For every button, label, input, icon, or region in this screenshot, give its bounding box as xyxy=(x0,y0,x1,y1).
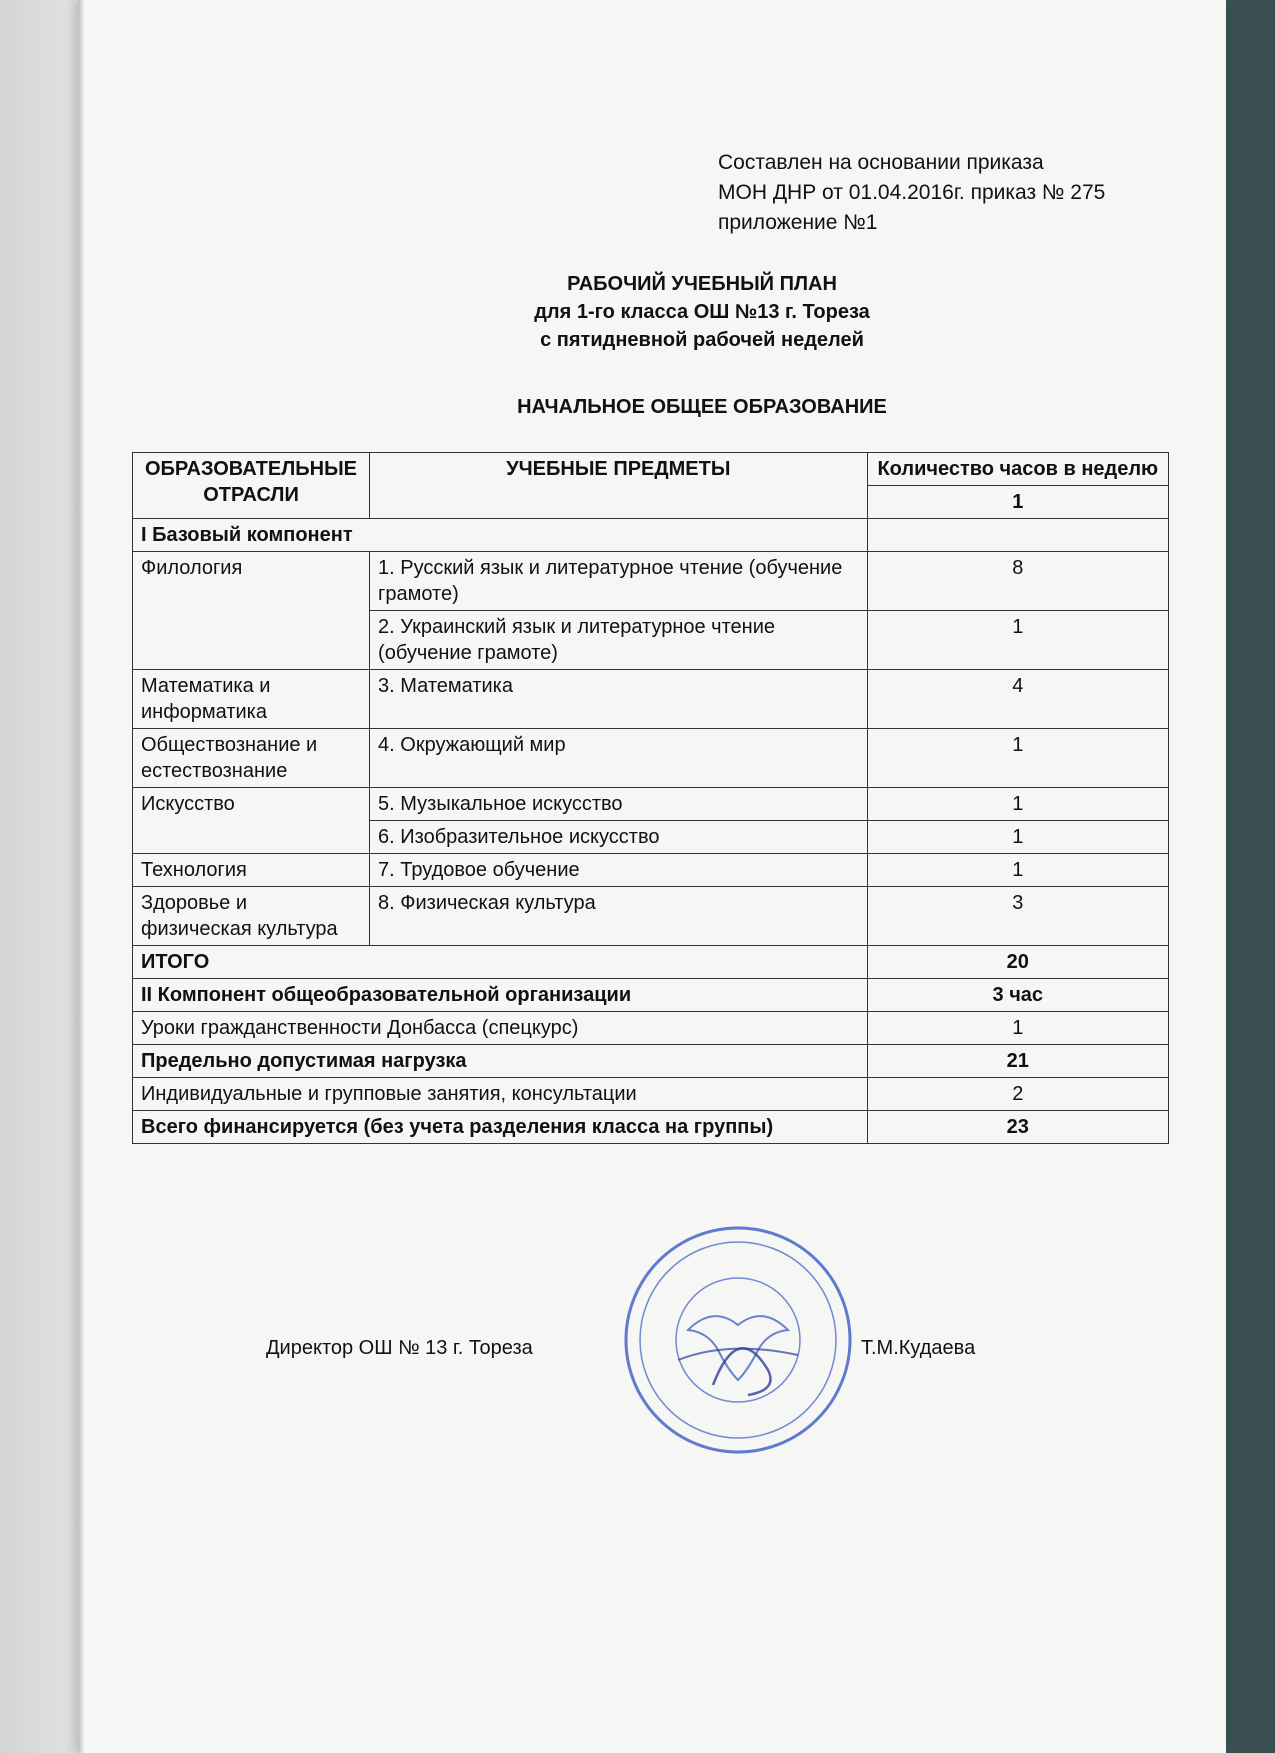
subject-math: 3. Математика xyxy=(370,670,868,729)
base-component-hours xyxy=(867,519,1168,552)
hours-visual-art: 1 xyxy=(867,821,1168,854)
table-row xyxy=(133,1111,1169,1144)
table-row xyxy=(133,1045,1169,1078)
document-page xyxy=(78,0,1226,1753)
header-note-line3: приложение №1 xyxy=(718,211,878,234)
header-note-line2: МОН ДНР от 01.04.2016г. приказ № 275 xyxy=(718,181,1106,204)
table-row xyxy=(133,519,1169,552)
subject-world: 4. Окружающий мир xyxy=(370,729,868,788)
area-philology: Филология xyxy=(133,552,370,670)
header-subjects: УЧЕБНЫЕ ПРЕДМЕТЫ xyxy=(370,453,868,519)
subject-ukrainian: 2. Украинский язык и литературное чтение (обучение грамоте) xyxy=(370,611,868,670)
max-load-label: Предельно допустимая нагрузка xyxy=(133,1045,868,1078)
official-stamp xyxy=(618,1220,858,1460)
table-row xyxy=(133,979,1169,1012)
financed-label: Всего финансируется (без учета разделения класса на группы) xyxy=(133,1111,868,1144)
base-component-label: I Базовый компонент xyxy=(133,519,868,552)
title-line2: для 1-го класса ОШ №13 г. Тореза xyxy=(534,301,870,323)
individual-hours: 2 xyxy=(867,1078,1168,1111)
table-row xyxy=(133,729,1169,788)
area-health: Здоровье и физическая культура xyxy=(133,887,370,946)
subject-music: 5. Музыкальное искусство xyxy=(370,788,868,821)
header-note-line1: Составлен на основании приказа xyxy=(718,151,1044,174)
table-row xyxy=(133,1012,1169,1045)
area-social: Обществознание и естествознание xyxy=(133,729,370,788)
table-row xyxy=(133,854,1169,887)
total-label: ИТОГО xyxy=(133,946,868,979)
component2-hours: 3 час xyxy=(867,979,1168,1012)
area-math: Математика и информатика xyxy=(133,670,370,729)
civics-hours: 1 xyxy=(867,1012,1168,1045)
hours-ukrainian: 1 xyxy=(867,611,1168,670)
table-row xyxy=(133,1078,1169,1111)
table-row xyxy=(133,887,1169,946)
total-hours: 20 xyxy=(867,946,1168,979)
individual-label: Индивидуальные и групповые занятия, консультации xyxy=(133,1078,868,1111)
header-areas: ОБРАЗОВАТЕЛЬНЫЕ ОТРАСЛИ xyxy=(133,453,370,519)
table-row xyxy=(133,552,1169,611)
header-grade: 1 xyxy=(867,486,1168,519)
header-hours: Количество часов в неделю xyxy=(867,453,1168,486)
document-title xyxy=(78,270,1226,354)
area-tech: Технология xyxy=(133,854,370,887)
section-title: НАЧАЛЬНОЕ ОБЩЕЕ ОБРАЗОВАНИЕ xyxy=(517,396,887,418)
max-load-hours: 21 xyxy=(867,1045,1168,1078)
subject-russian: 1. Русский язык и литературное чтение (обучение грамоте) xyxy=(370,552,868,611)
table-header-row xyxy=(133,453,1169,486)
signature-line xyxy=(266,1337,976,1360)
subject-visual-art: 6. Изобразительное искусство xyxy=(370,821,868,854)
hours-math: 4 xyxy=(867,670,1168,729)
table-row xyxy=(133,946,1169,979)
civics-label: Уроки гражданственности Донбасса (спецкурс) xyxy=(133,1012,868,1045)
table-row xyxy=(133,788,1169,821)
hours-pe: 3 xyxy=(867,887,1168,946)
hours-russian: 8 xyxy=(867,552,1168,611)
area-art: Искусство xyxy=(133,788,370,854)
hours-music: 1 xyxy=(867,788,1168,821)
financed-hours: 23 xyxy=(867,1111,1168,1144)
title-line1: РАБОЧИЙ УЧЕБНЫЙ ПЛАН xyxy=(567,273,837,295)
curriculum-table xyxy=(132,452,1169,1144)
title-line3: с пятидневной рабочей неделей xyxy=(540,329,864,351)
component2-label: II Компонент общеобразовательной организации xyxy=(133,979,868,1012)
subject-pe: 8. Физическая культура xyxy=(370,887,868,946)
director-title: Директор ОШ № 13 г. Тореза xyxy=(266,1337,533,1359)
header-note xyxy=(718,148,1105,238)
hours-labor: 1 xyxy=(867,854,1168,887)
page-edge xyxy=(78,0,84,1753)
hours-world: 1 xyxy=(867,729,1168,788)
director-name: Т.М.Кудаева xyxy=(861,1337,976,1359)
subject-labor: 7. Трудовое обучение xyxy=(370,854,868,887)
table-row xyxy=(133,670,1169,729)
